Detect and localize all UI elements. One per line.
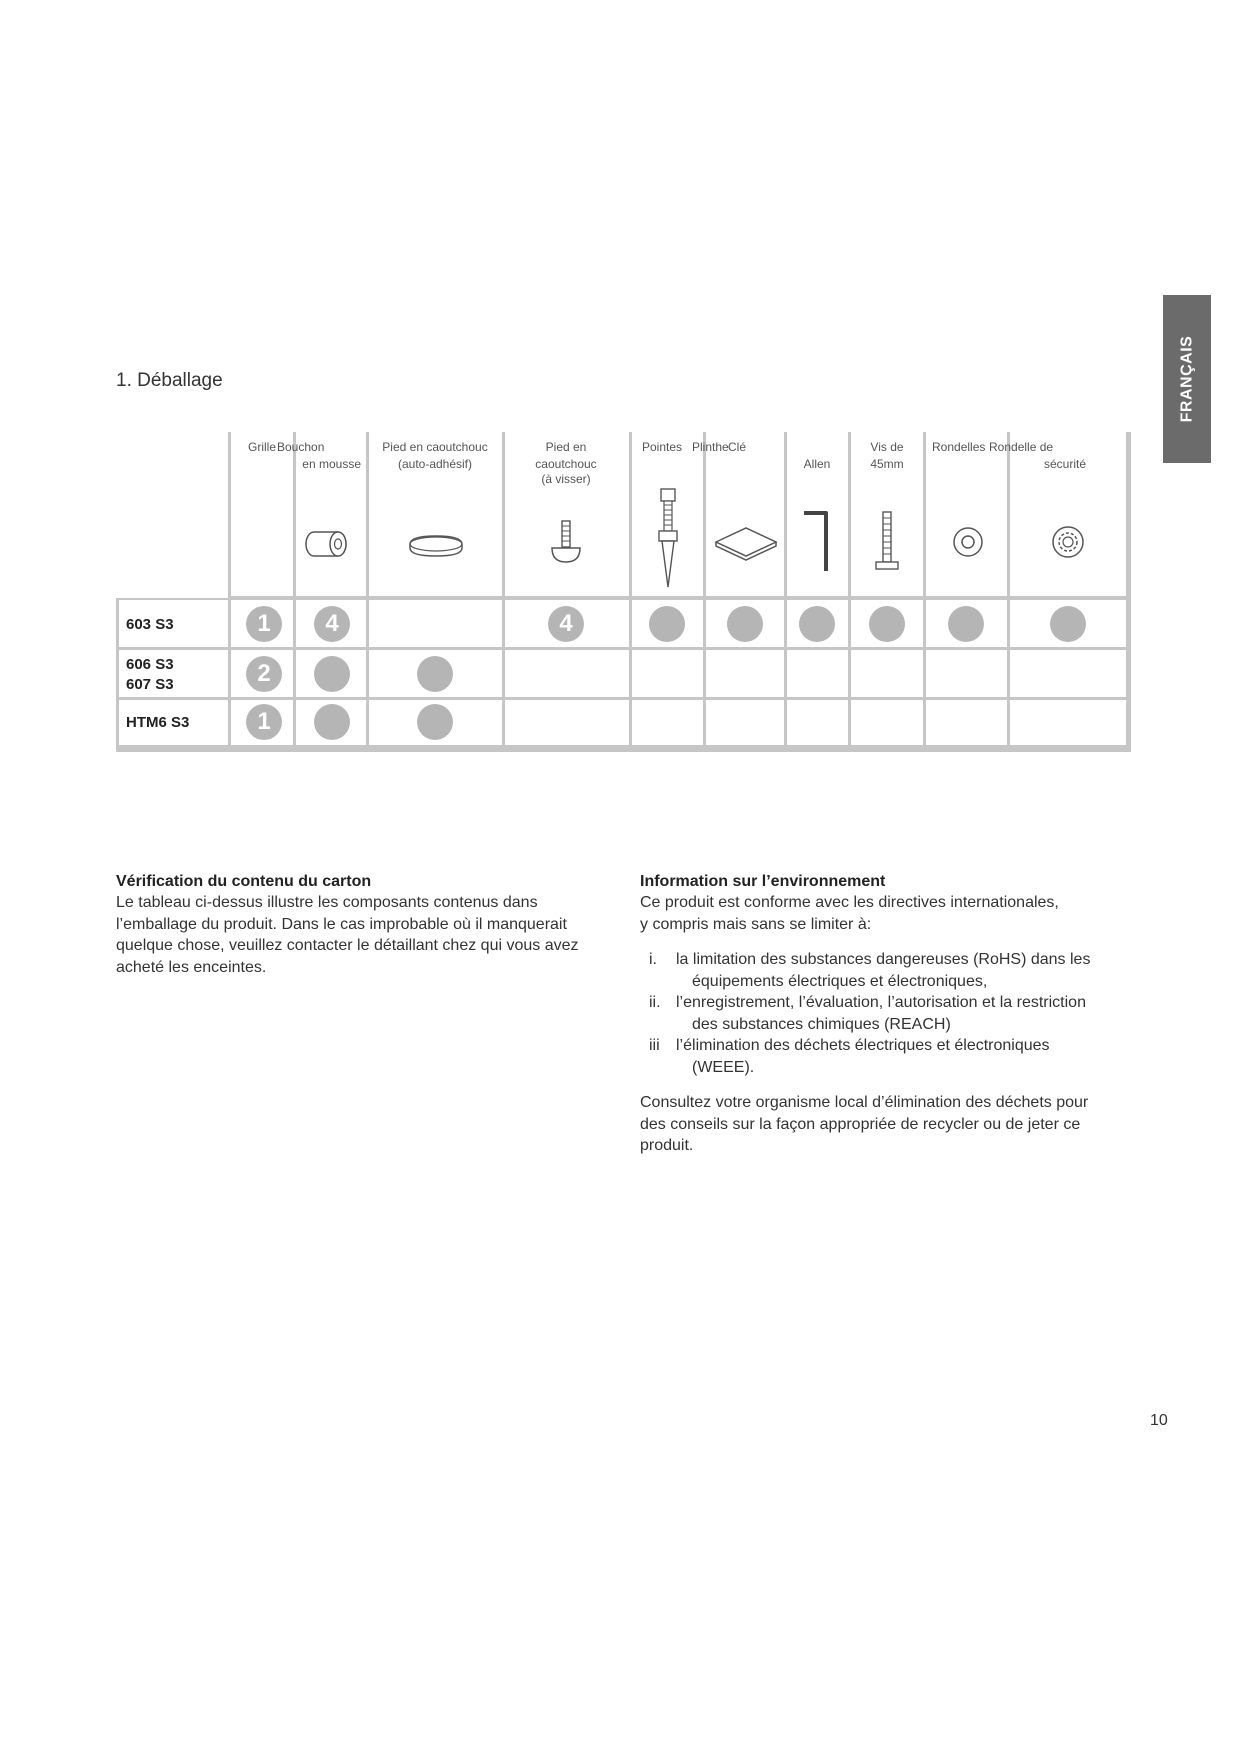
quantity-badge: 1 bbox=[246, 704, 282, 740]
included-dot bbox=[948, 606, 984, 642]
list-item bbox=[640, 992, 1140, 1035]
header-label-lock-washer-2: sécurité bbox=[1043, 457, 1086, 471]
section-title: 1. Déballage bbox=[116, 370, 223, 391]
list-item-line: l’élimination des déchets électriques et électroniques bbox=[676, 1037, 1050, 1054]
included-dot bbox=[649, 606, 685, 642]
spike-icon bbox=[653, 487, 683, 591]
environment-intro-line: Ce produit est conforme avec les directives internationales, bbox=[640, 894, 1059, 911]
environment-outro-line: produit. bbox=[640, 1137, 694, 1154]
header-label-plinth: Plinthe bbox=[692, 440, 729, 454]
verification-line: Le tableau ci-dessus illustre les composants contenus dans bbox=[116, 894, 538, 911]
header-label-adhesive-foot-2: (auto-adhésif) bbox=[397, 457, 473, 471]
table-cell bbox=[706, 700, 784, 745]
lock-washer-icon bbox=[1050, 524, 1086, 560]
table-cell bbox=[1010, 700, 1126, 745]
rubber-foot-screw-icon bbox=[546, 518, 586, 566]
table-cell bbox=[787, 700, 848, 745]
environment-list bbox=[640, 949, 1140, 1078]
model-label-607: 607 S3 bbox=[126, 676, 174, 693]
included-dot bbox=[1050, 606, 1086, 642]
language-tab-label: FRANÇAIS bbox=[1178, 335, 1196, 423]
model-label-603: 603 S3 bbox=[126, 616, 174, 633]
table-cell bbox=[851, 650, 923, 697]
environment-section bbox=[640, 872, 1140, 1157]
table-cell bbox=[706, 650, 784, 697]
table-cell bbox=[851, 700, 923, 745]
quantity-badge: 2 bbox=[246, 656, 282, 692]
list-item bbox=[640, 1035, 1140, 1078]
table-cell bbox=[505, 650, 629, 697]
verification-title: Vérification du contenu du carton bbox=[116, 873, 372, 890]
table-cell bbox=[787, 650, 848, 697]
header-cell-grille bbox=[231, 432, 293, 596]
foam-plug-icon bbox=[304, 524, 352, 564]
environment-intro-line: y compris mais sans se limiter à: bbox=[640, 915, 872, 933]
table-cell bbox=[632, 650, 703, 697]
model-label-htm6: HTM6 S3 bbox=[126, 714, 190, 731]
list-item-text bbox=[676, 1035, 1140, 1078]
quantity-badge: 4 bbox=[548, 606, 584, 642]
plinth-icon bbox=[712, 524, 780, 564]
header-label-screw-foot-2: caoutchouc bbox=[535, 457, 597, 471]
list-item-line: la limitation des substances dangereuses (RoHS) dans les bbox=[676, 951, 1091, 968]
header-label-foam-plug: Bouchon bbox=[277, 440, 325, 454]
verification-line: l’emballage du produit. Dans le cas improbable où il manquerait bbox=[116, 915, 567, 933]
language-tab[interactable] bbox=[1163, 295, 1211, 463]
header-label-adhesive-foot: Pied en caoutchouc bbox=[382, 440, 488, 454]
table-corner bbox=[116, 432, 228, 598]
table-cell bbox=[926, 650, 1007, 697]
list-item bbox=[640, 949, 1140, 992]
header-label-screw-foot-3: (à visser) bbox=[541, 472, 591, 486]
model-label-606: 606 S3 bbox=[126, 656, 174, 673]
list-item-text bbox=[676, 949, 1140, 992]
list-item-number: iii bbox=[649, 1037, 660, 1054]
table-cell bbox=[369, 600, 502, 647]
header-cell-washers bbox=[926, 432, 1007, 596]
included-dot bbox=[417, 704, 453, 740]
list-item-line: (WEEE). bbox=[692, 1058, 755, 1076]
allen-key-icon bbox=[800, 507, 834, 577]
header-label-foam-plug-2: en mousse bbox=[302, 457, 361, 471]
included-dot bbox=[417, 656, 453, 692]
header-label-lock-washer: Rondelle de bbox=[989, 440, 1054, 454]
table-cell bbox=[926, 700, 1007, 745]
included-dot bbox=[869, 606, 905, 642]
list-item-line: des substances chimiques (REACH) bbox=[692, 1015, 951, 1033]
list-item-line: équipements électriques et électroniques, bbox=[692, 972, 988, 990]
table-cell bbox=[1010, 650, 1126, 697]
list-item-number: i. bbox=[649, 951, 657, 968]
header-label-screw: Vis de bbox=[870, 440, 904, 454]
list-item-number: ii. bbox=[649, 994, 661, 1011]
environment-title: Information sur l’environnement bbox=[640, 873, 886, 890]
header-cell-plinth bbox=[706, 432, 784, 596]
included-dot bbox=[727, 606, 763, 642]
header-label-grille: Grille bbox=[248, 440, 277, 454]
verification-section bbox=[116, 872, 616, 978]
screw-45mm-icon bbox=[872, 508, 902, 574]
header-label-washers: Rondelles bbox=[932, 440, 986, 454]
page-number: 10 bbox=[1150, 1412, 1168, 1429]
list-item-line: l’enregistrement, l’évaluation, l’autorisation et la restriction bbox=[676, 994, 1086, 1011]
header-label-screw-foot: Pied en bbox=[545, 440, 587, 454]
verification-line: acheté les enceintes. bbox=[116, 958, 267, 976]
parts-table bbox=[116, 432, 1131, 752]
environment-outro-line: Consultez votre organisme local d’élimination des déchets pour bbox=[640, 1094, 1089, 1111]
included-dot bbox=[799, 606, 835, 642]
header-label-screw-2: 45mm bbox=[870, 457, 904, 471]
list-item-text bbox=[676, 992, 1140, 1035]
header-label-allen-key-2: Allen bbox=[803, 457, 831, 471]
included-dot bbox=[314, 704, 350, 740]
header-label-allen-key: Clé bbox=[728, 440, 747, 454]
table-cell bbox=[505, 700, 629, 745]
included-dot bbox=[314, 656, 350, 692]
environment-outro-line: des conseils sur la façon appropriée de recycler ou de jeter ce bbox=[640, 1115, 1081, 1133]
quantity-badge: 4 bbox=[314, 606, 350, 642]
rubber-foot-adhesive-icon bbox=[406, 532, 466, 560]
table-cell bbox=[632, 700, 703, 745]
header-label-spikes: Pointes bbox=[642, 440, 683, 454]
verification-line: quelque chose, veuillez contacter le détaillant chez qui vous avez bbox=[116, 937, 579, 954]
washer-icon bbox=[951, 525, 985, 559]
quantity-badge: 1 bbox=[246, 606, 282, 642]
